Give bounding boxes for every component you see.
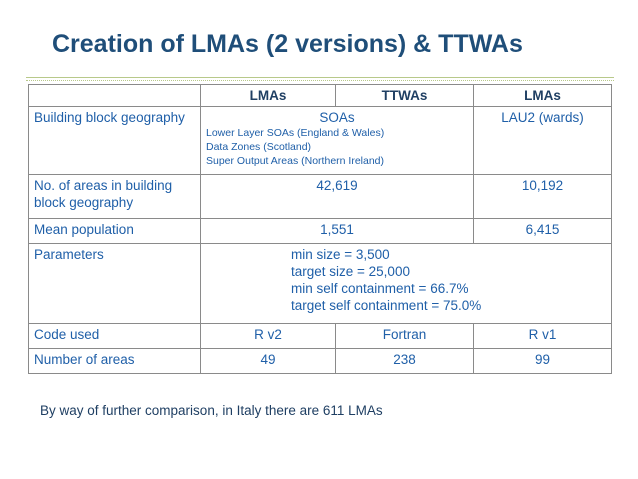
table-row: [29, 349, 612, 374]
title-divider-dotted: [26, 80, 614, 81]
slide-title: Creation of LMAs (2 versions) & TTWAs: [52, 30, 523, 58]
header-cell-empty: [29, 85, 201, 107]
row-label-code-used: Code used: [29, 324, 201, 349]
cell-code-lmas-v1: R v1: [474, 324, 612, 349]
cell-areas-lmas-v1: 99: [474, 349, 612, 374]
param-target-size: target size = 25,000: [291, 264, 410, 279]
soas-detail-3: Super Output Areas (Northern Ireland): [206, 155, 385, 167]
table-row: [29, 324, 612, 349]
cell-code-lmas-v2: R v2: [201, 324, 336, 349]
table-row: [29, 107, 612, 175]
soas-detail-2: Data Zones (Scotland): [206, 141, 312, 153]
param-min-size: min size = 3,500: [291, 247, 390, 262]
cell-num-areas-lau2: 10,192: [474, 175, 612, 219]
cell-lau2: LAU2 (wards): [474, 107, 612, 175]
header-ttwas: TTWAs: [336, 85, 474, 107]
soas-heading: SOAs: [319, 110, 355, 125]
table-header-row: [29, 85, 612, 107]
cell-num-areas-soas: 42,619: [201, 175, 474, 219]
row-label-building-block: Building block geography: [29, 107, 201, 175]
cell-soas: [201, 107, 474, 175]
row-label-num-areas-building: No. of areas in building block geography: [29, 175, 201, 219]
table-row: [29, 244, 612, 324]
cell-areas-lmas-v2: 49: [201, 349, 336, 374]
cell-code-ttwas: Fortran: [336, 324, 474, 349]
table-row: [29, 219, 612, 244]
cell-parameters: [201, 244, 612, 324]
comparison-table: [28, 84, 612, 374]
header-lmas-v1: LMAs: [474, 85, 612, 107]
cell-areas-ttwas: 238: [336, 349, 474, 374]
row-label-mean-population: Mean population: [29, 219, 201, 244]
footnote: By way of further comparison, in Italy there are 611 LMAs: [40, 403, 383, 418]
title-divider: [26, 77, 614, 78]
cell-mean-pop-lau2: 6,415: [474, 219, 612, 244]
row-label-parameters: Parameters: [29, 244, 201, 324]
param-min-self-containment: min self containment = 66.7%: [291, 281, 469, 296]
soas-detail-1: Lower Layer SOAs (England & Wales): [206, 127, 385, 139]
header-lmas-v2: LMAs: [201, 85, 336, 107]
table-row: [29, 175, 612, 219]
param-target-self-containment: target self containment = 75.0%: [291, 298, 482, 313]
row-label-number-of-areas: Number of areas: [29, 349, 201, 374]
cell-mean-pop-soas: 1,551: [201, 219, 474, 244]
